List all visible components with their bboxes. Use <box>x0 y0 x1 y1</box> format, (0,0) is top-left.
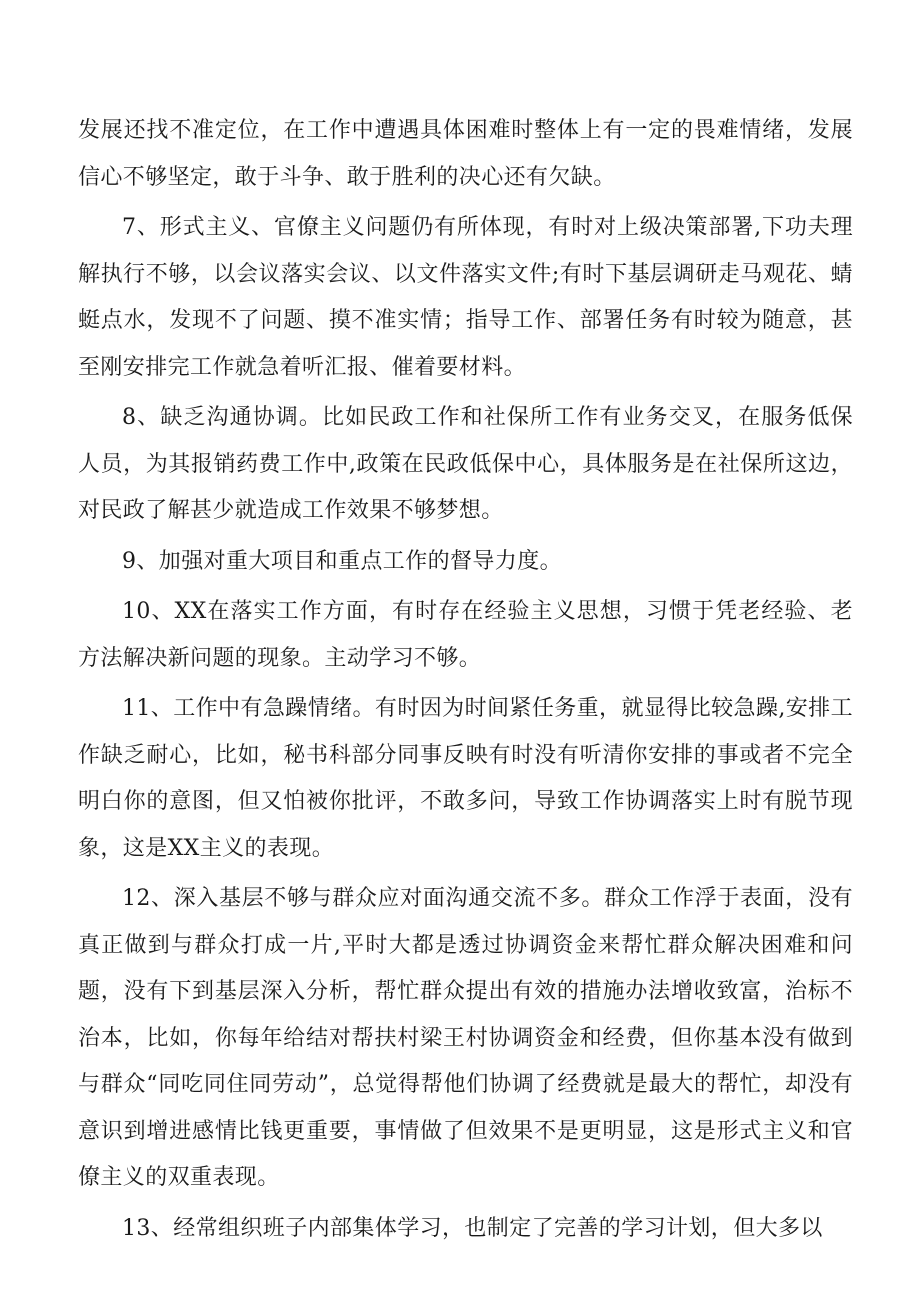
paragraph-item-10: 10、XX在落实工作方面，有时存在经验主义思想，习惯于凭老经验、老方法解决新问题的现象。主动学习不够。 <box>78 599 853 671</box>
paragraph-item-11: 11、工作中有急躁情绪。有时因为时间紧任务重，就显得比较急躁,安排工作缺乏耐心，比如，秘书科部分同事反映有时没有听清你安排的事或者不完全明白你的意图，但又怕被你批评，不敢多问，导致工作协调落实上时有脱节现象，这是XX主义的表现。 <box>78 696 853 861</box>
paragraph-continuation: 发展还找不准定位，在工作中遭遇具体困难时整体上有一定的畏难情绪，发展信心不够坚定，敢于斗争、敢于胜利的决心还有欠缺。 <box>78 118 853 190</box>
paragraph-item-7: 7、形式主义、官僚主义问题仍有所体现，有时对上级决策部署,下功夫理解执行不够，以会议落实会议、以文件落实文件;有时下基层调研走马观花、蜻蜓点水，发现不了问题、摸不准实情；指导工作、部署任务有时较为随意，甚至刚安排完工作就急着听汇报、催着要材料。 <box>78 215 853 380</box>
document-body <box>78 108 853 1252</box>
paragraph-item-9: 9、加强对重大项目和重点工作的督导力度。 <box>122 548 562 574</box>
paragraph-item-12: 12、深入基层不够与群众应对面沟通交流不多。群众工作浮于表面，没有真正做到与群众打成一片,平时大都是透过协调资金来帮忙群众解决困难和问题，没有下到基层深入分析，帮忙群众提出有效的措施办法增收致富，治标不治本，比如，你每年给结对帮扶村梁王村协调资金和经费，但你基本没有做到与群众“同吃同住同劳动”，总觉得帮他们协调了经费就是最大的帮忙，却没有意识到增进感情比钱更重要，事情做了但效果不是更明显，这是形式主义和官僚主义的双重表现。 <box>78 886 853 1190</box>
paragraph-item-13: 13、经常组织班子内部集体学习，也制定了完善的学习计划，但大多以 <box>122 1215 823 1241</box>
paragraph-item-8: 8、缺乏沟通协调。比如民政工作和社保所工作有业务交叉，在服务低保人员，为其报销药费工作中,政策在民政低保中心，具体服务是在社保所这边，对民政了解甚少就造成工作效果不够梦想。 <box>78 405 853 523</box>
